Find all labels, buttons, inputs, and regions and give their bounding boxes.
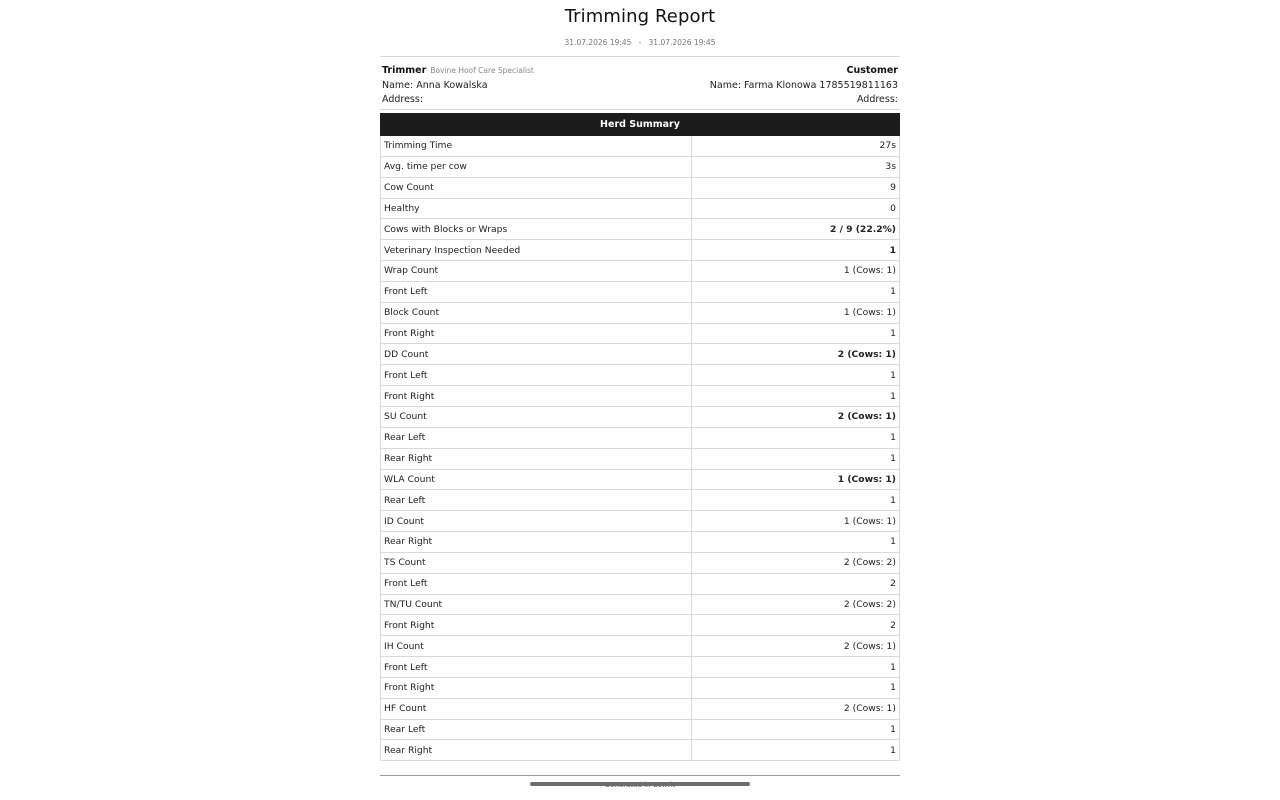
- row-label: Front Left: [380, 574, 692, 594]
- row-label: Healthy: [380, 199, 692, 219]
- herd-summary-table: [380, 136, 900, 761]
- table-row: [380, 574, 900, 595]
- row-label: Rear Left: [380, 490, 692, 510]
- row-label: Rear Right: [380, 740, 692, 760]
- footer-divider: [380, 775, 900, 776]
- row-label: Cows with Blocks or Wraps: [380, 219, 692, 239]
- row-label: Front Right: [380, 386, 692, 406]
- date-to: 31.07.2026 19:45: [648, 38, 716, 47]
- table-row: [380, 178, 900, 199]
- row-value: 1: [692, 324, 900, 344]
- table-row: [380, 678, 900, 699]
- row-label: TN/TU Count: [380, 595, 692, 615]
- row-label: Front Left: [380, 365, 692, 385]
- row-value: 1 (Cows: 1): [692, 303, 900, 323]
- trimmer-block: [382, 64, 642, 108]
- row-label: ID Count: [380, 511, 692, 531]
- row-label: Rear Right: [380, 449, 692, 469]
- row-value: 1: [692, 428, 900, 448]
- row-label: HF Count: [380, 699, 692, 719]
- table-row: [380, 136, 900, 157]
- row-label: Front Right: [380, 324, 692, 344]
- table-row: [380, 324, 900, 345]
- table-row: [380, 386, 900, 407]
- row-label: Front Left: [380, 282, 692, 302]
- trimmer-address: Address:: [382, 94, 424, 105]
- row-label: Trimming Time: [380, 136, 692, 156]
- row-value: 1 (Cows: 1): [692, 261, 900, 281]
- row-label: Cow Count: [380, 178, 692, 198]
- row-value: 2 (Cows: 1): [692, 407, 900, 427]
- row-value: 9: [692, 178, 900, 198]
- row-value: 2 / 9 (22.2%): [692, 219, 900, 239]
- row-value: 1: [692, 240, 900, 260]
- customer-heading: Customer: [846, 65, 898, 76]
- table-row: [380, 199, 900, 220]
- report-date-range: [380, 38, 900, 47]
- table-row: [380, 157, 900, 178]
- table-row: [380, 553, 900, 574]
- herd-summary-header: Herd Summary: [380, 113, 900, 136]
- section-divider: [380, 109, 900, 110]
- table-row: [380, 344, 900, 365]
- row-value: 1 (Cows: 1): [692, 470, 900, 490]
- table-row: [380, 365, 900, 386]
- table-row: [380, 532, 900, 553]
- table-row: [380, 615, 900, 636]
- table-row: [380, 261, 900, 282]
- row-value: 0: [692, 199, 900, 219]
- row-label: Avg. time per cow: [380, 157, 692, 177]
- table-row: [380, 449, 900, 470]
- row-label: Rear Right: [380, 532, 692, 552]
- table-row: [380, 657, 900, 678]
- row-value: 1: [692, 449, 900, 469]
- row-label: SU Count: [380, 407, 692, 427]
- table-row: [380, 511, 900, 532]
- row-value: 1: [692, 365, 900, 385]
- customer-block: [638, 64, 898, 108]
- row-label: Front Left: [380, 657, 692, 677]
- row-value: 1: [692, 282, 900, 302]
- table-row: [380, 428, 900, 449]
- row-value: 2 (Cows: 2): [692, 595, 900, 615]
- row-value: 1: [692, 657, 900, 677]
- row-label: TS Count: [380, 553, 692, 573]
- header-divider: [380, 56, 900, 57]
- row-value: 2 (Cows: 2): [692, 553, 900, 573]
- table-row: [380, 595, 900, 616]
- customer-address: Address:: [856, 94, 898, 105]
- row-value: 1 (Cows: 1): [692, 511, 900, 531]
- table-row: [380, 490, 900, 511]
- row-value: 2: [692, 615, 900, 635]
- row-label: Rear Left: [380, 720, 692, 740]
- table-row: [380, 740, 900, 761]
- row-value: 2 (Cows: 1): [692, 699, 900, 719]
- table-row: [380, 699, 900, 720]
- row-value: 2 (Cows: 1): [692, 344, 900, 364]
- table-row: [380, 720, 900, 741]
- table-row: [380, 470, 900, 491]
- row-value: 2: [692, 574, 900, 594]
- trimmer-subtitle: Bovine Hoof Care Specialist: [430, 66, 534, 75]
- table-row: [380, 407, 900, 428]
- row-label: Front Right: [380, 615, 692, 635]
- row-label: IH Count: [380, 636, 692, 656]
- row-value: 3s: [692, 157, 900, 177]
- row-value: 1: [692, 720, 900, 740]
- row-value: 1: [692, 678, 900, 698]
- horizontal-scrollbar[interactable]: [530, 782, 750, 786]
- customer-name: Name: Farma Klonowa 1785519811163: [709, 79, 898, 91]
- row-label: Rear Left: [380, 428, 692, 448]
- report-page: [380, 0, 900, 800]
- trimmer-name: Name: Anna Kowalska: [382, 79, 488, 91]
- date-from: 31.07.2026 19:45: [564, 38, 632, 47]
- row-value: 2 (Cows: 1): [692, 636, 900, 656]
- table-row: [380, 636, 900, 657]
- row-value: 1: [692, 386, 900, 406]
- row-label: DD Count: [380, 344, 692, 364]
- date-separator: -: [638, 38, 642, 47]
- row-label: Block Count: [380, 303, 692, 323]
- page-title: Trimming Report: [564, 6, 716, 27]
- table-row: [380, 303, 900, 324]
- table-row: [380, 282, 900, 303]
- table-row: [380, 219, 900, 240]
- row-label: Wrap Count: [380, 261, 692, 281]
- row-value: 1: [692, 740, 900, 760]
- row-label: WLA Count: [380, 470, 692, 490]
- row-label: Front Right: [380, 678, 692, 698]
- trimmer-heading: Trimmer: [382, 65, 427, 76]
- row-value: 27s: [692, 136, 900, 156]
- table-row: [380, 240, 900, 261]
- row-value: 1: [692, 532, 900, 552]
- row-label: Veterinary Inspection Needed: [380, 240, 692, 260]
- row-value: 1: [692, 490, 900, 510]
